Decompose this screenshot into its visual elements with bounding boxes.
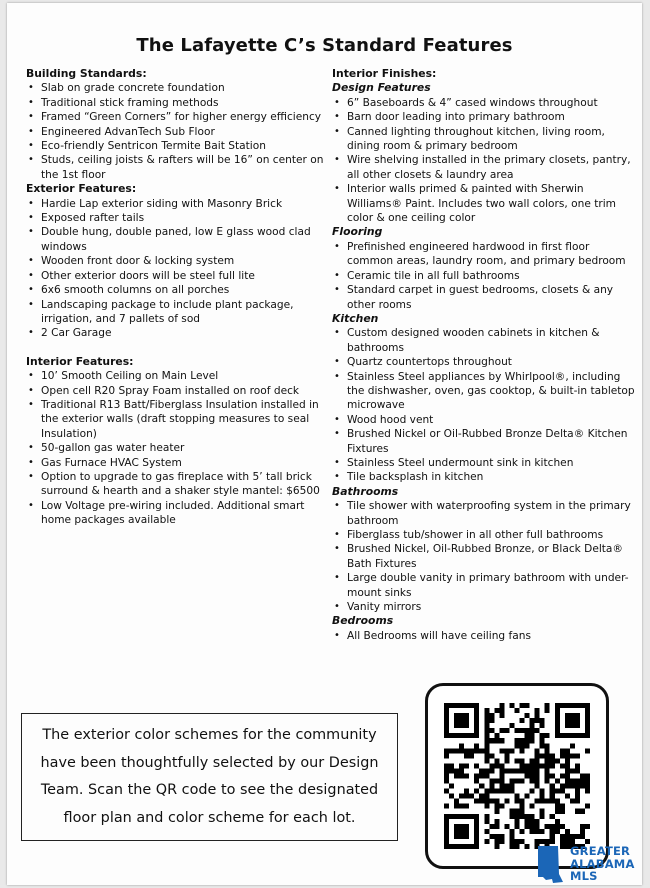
- interior-finishes-heading: Interior Finishes:: [332, 67, 437, 80]
- alabama-state-icon: [534, 844, 568, 886]
- feature-item: • Hardie Lap exterior siding with Masonry Brick: [26, 197, 326, 211]
- feature-item: • Traditional R13 Batt/Fiberglass Insulation installed in the exterior walls (draft stopping measures to seal Insulation): [26, 398, 326, 441]
- feature-item: • Exposed rafter tails: [26, 211, 326, 225]
- feature-item: • Landscaping package to include plant package, irrigation, and 7 pallets of sod: [26, 298, 326, 327]
- feature-item: • Eco-friendly Sentricon Termite Bait Station: [26, 139, 326, 153]
- feature-item: • Gas Furnace HVAC System: [26, 456, 326, 470]
- feature-item: • Engineered AdvanTech Sub Floor: [26, 125, 326, 139]
- feature-item: • Fiberglass tub/shower in all other full bathrooms: [332, 528, 637, 542]
- bedrooms-heading: Bedrooms: [332, 614, 394, 628]
- feature-item: • Stainless Steel appliances by Whirlpool®, including the dishwasher, oven, gas cooktop, & built-in tabletop microwave: [332, 370, 637, 413]
- kitchen-heading: Kitchen: [332, 311, 379, 325]
- feature-item: • Option to upgrade to gas fireplace with 5’ tall brick surround & hearth and a shaker style mantel: $6500: [26, 470, 326, 499]
- feature-item: • Wire shelving installed in the primary closets, pantry, all other closets & laundry area: [332, 153, 637, 182]
- feature-item: • Vanity mirrors: [332, 600, 637, 614]
- page-title: The Lafayette C’s Standard Features: [136, 35, 513, 56]
- exterior-features-heading: Exterior Features:: [26, 182, 137, 196]
- feature-item: • Canned lighting throughout kitchen, living room, dining room & primary bedroom: [332, 125, 637, 154]
- feature-item: • 2 Car Garage: [26, 326, 326, 340]
- building-standards-list: [26, 81, 326, 182]
- color-scheme-notice: [21, 713, 398, 841]
- feature-item: • Framed “Green Corners” for higher energy efficiency: [26, 110, 326, 124]
- design-features-list: [332, 96, 637, 226]
- feature-item: • Tile backsplash in kitchen: [332, 470, 637, 484]
- feature-item: • Brushed Nickel, Oil-Rubbed Bronze, or Black Delta® Bath Fixtures: [332, 542, 637, 571]
- feature-item: • 6x6 smooth columns on all porches: [26, 283, 326, 297]
- feature-item: • Double hung, double paned, low E glass wood clad windows: [26, 225, 326, 254]
- bathrooms-heading: Bathrooms: [332, 484, 399, 498]
- left-column: [26, 67, 326, 528]
- mls-watermark: [530, 843, 648, 887]
- feature-item: • Tile shower with waterproofing system in the primary bathroom: [332, 499, 637, 528]
- watermark-line-1: GREATER: [570, 844, 631, 858]
- feature-item: • Ceramic tile in all full bathrooms: [332, 269, 637, 283]
- watermark-line-3: MLS: [570, 869, 598, 883]
- feature-item: • Custom designed wooden cabinets in kitchen & bathrooms: [332, 326, 637, 355]
- feature-item: • 10’ Smooth Ceiling on Main Level: [26, 369, 326, 383]
- flooring-list: [332, 240, 637, 312]
- exterior-features-list: [26, 197, 326, 341]
- feature-item: • Traditional stick framing methods: [26, 96, 326, 110]
- flooring-heading: Flooring: [332, 225, 383, 239]
- feature-item: • Slab on grade concrete foundation: [26, 81, 326, 95]
- design-features-heading: Design Features: [332, 81, 431, 95]
- feature-item: • Standard carpet in guest bedrooms, closets & any other rooms: [332, 283, 637, 312]
- qr-code-icon[interactable]: [444, 703, 590, 849]
- feature-item: • Stainless Steel undermount sink in kitchen: [332, 456, 637, 470]
- right-column: [332, 67, 637, 643]
- feature-sheet: [7, 3, 642, 885]
- feature-item: • Open cell R20 Spray Foam installed on roof deck: [26, 384, 326, 398]
- building-standards-heading: Building Standards:: [26, 67, 147, 80]
- kitchen-list: [332, 326, 637, 484]
- feature-item: • Wood hood vent: [332, 413, 637, 427]
- feature-item: • Low Voltage pre-wiring included. Additional smart home packages available: [26, 499, 326, 528]
- feature-item: • Large double vanity in primary bathroom with under-mount sinks: [332, 571, 637, 600]
- bathrooms-list: [332, 499, 637, 614]
- interior-features-list: [26, 369, 326, 527]
- feature-item: • Prefinished engineered hardwood in first floor common areas, laundry room, and primary bedroom: [332, 240, 637, 269]
- notice-text: The exterior color schemes for the community have been thoughtfully selected by our Design Team. Scan the QR code to see the designated floor plan and color scheme for each lot.: [40, 727, 379, 826]
- feature-item: • Interior walls primed & painted with Sherwin Williams® Paint. Includes two wall colors, one trim color & one ceiling color: [332, 182, 637, 225]
- feature-item: • Quartz countertops throughout: [332, 355, 637, 369]
- watermark-line-2: ALABAMA: [570, 856, 635, 871]
- feature-item: • Brushed Nickel or Oil-Rubbed Bronze Delta® Kitchen Fixtures: [332, 427, 637, 456]
- feature-item: • 50-gallon gas water heater: [26, 441, 326, 455]
- interior-features-heading: Interior Features:: [26, 354, 134, 368]
- feature-item: • Wooden front door & locking system: [26, 254, 326, 268]
- feature-item: • All Bedrooms will have ceiling fans: [332, 629, 637, 643]
- feature-item: • Barn door leading into primary bathroom: [332, 110, 637, 124]
- feature-item: • Studs, ceiling joists & rafters will be 16” on center on the 1st floor: [26, 153, 326, 182]
- qr-code-frame[interactable]: [425, 683, 609, 869]
- feature-item: • Other exterior doors will be steel full lite: [26, 269, 326, 283]
- feature-item: • 6” Baseboards & 4” cased windows throughout: [332, 96, 637, 110]
- bedrooms-list: [332, 629, 637, 643]
